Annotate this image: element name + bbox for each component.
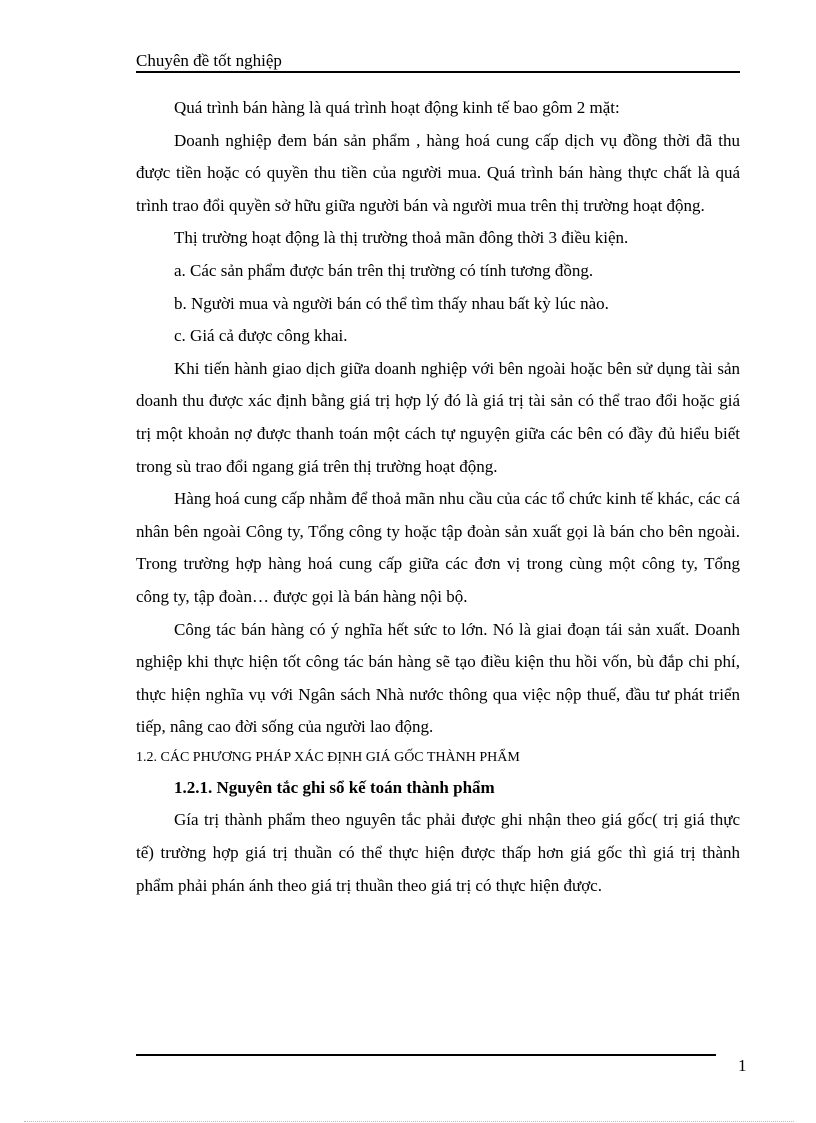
paragraph: Công tác bán hàng có ý nghĩa hết sức to lớn. Nó là giai đoạn tái sản xuất. Doanh nghiệp khi thực hiện tốt công tác bán hàng sẽ tạo điều kiện thu hồi vốn, bù đắp chi phí, thực hiện nghĩa vụ với Ngân sách Nhà nước thông qua việc nộp thuế, đầu tư phát triển tiếp, nâng cao đời sống của người lao động. [136, 619, 740, 737]
running-header: Chuyên đề tốt nghiệp [136, 50, 740, 73]
page-number: 1 [738, 1056, 747, 1075]
list-item: a. Các sản phẩm được bán trên thị trường có tính tương đồng. [174, 260, 594, 280]
document-body [136, 92, 740, 902]
paragraph: Doanh nghiệp đem bán sản phẩm , hàng hoá cung cấp dịch vụ đồng thời đã thu được tiền hoặc có quyền thu tiền của người mua. Quá trình bán hàng thực chất là quá trình trao đổi quyền sở hữu giữa người bán và người mua trên thị trường hoạt động. [136, 130, 740, 215]
paragraph: Gía trị thành phẩm theo nguyên tắc phải được ghi nhận theo giá gốc( trị giá thực tế) trường hợp giá trị thuần có thể thực hiện được thấp hơn giá gốc thì giá trị thành phẩm phải phán ánh theo giá trị thuần theo giá trị có thực hiện được. [136, 810, 740, 895]
paragraph: Hàng hoá cung cấp nhằm để thoả mãn nhu cầu của các tổ chức kinh tế khác, các cá nhân bên ngoài Công ty, Tổng công ty hoặc tập đoàn sản xuất gọi là bán cho bên ngoài. Trong trường hợp hàng hoá cung cấp giữa các đơn vị trong cùng một công ty, Tổng công ty, tập đoàn… được gọi là bán hàng nội bộ. [136, 489, 740, 606]
page-edge-divider [24, 1121, 794, 1122]
footer-divider [136, 1054, 716, 1056]
list-item: c. Giá cả được công khai. [174, 326, 348, 346]
section-heading: 1.2. CÁC PHƯƠNG PHÁP XÁC ĐỊNH GIÁ GỐC THÀNH PHẨM [136, 749, 520, 765]
paragraph: Quá trình bán hàng là quá trình hoạt động kinh tế bao gôm 2 mặt: [174, 98, 620, 117]
paragraph: Khi tiến hành giao dịch giữa doanh nghiệp với bên ngoài hoặc bên sử dụng tài sản doanh thu được xác định bằng giá trị hợp lý đó là giá trị tài sản có thể trao đổi hoặc giá trị một khoản nợ được thanh toán một cách tự nguyện giữa các bên có đầy đủ hiểu biết trong sù trao đổi ngang giá trên thị trường hoạt động. [136, 358, 740, 476]
subsection-heading: 1.2.1. Nguyên tắc ghi sổ kế toán thành phẩm [174, 777, 495, 797]
paragraph: Thị trường hoạt động là thị trường thoả mãn đông thời 3 điều kiện. [174, 228, 629, 248]
list-item: b. Người mua và người bán có thể tìm thấy nhau bất kỳ lúc nào. [174, 293, 609, 313]
